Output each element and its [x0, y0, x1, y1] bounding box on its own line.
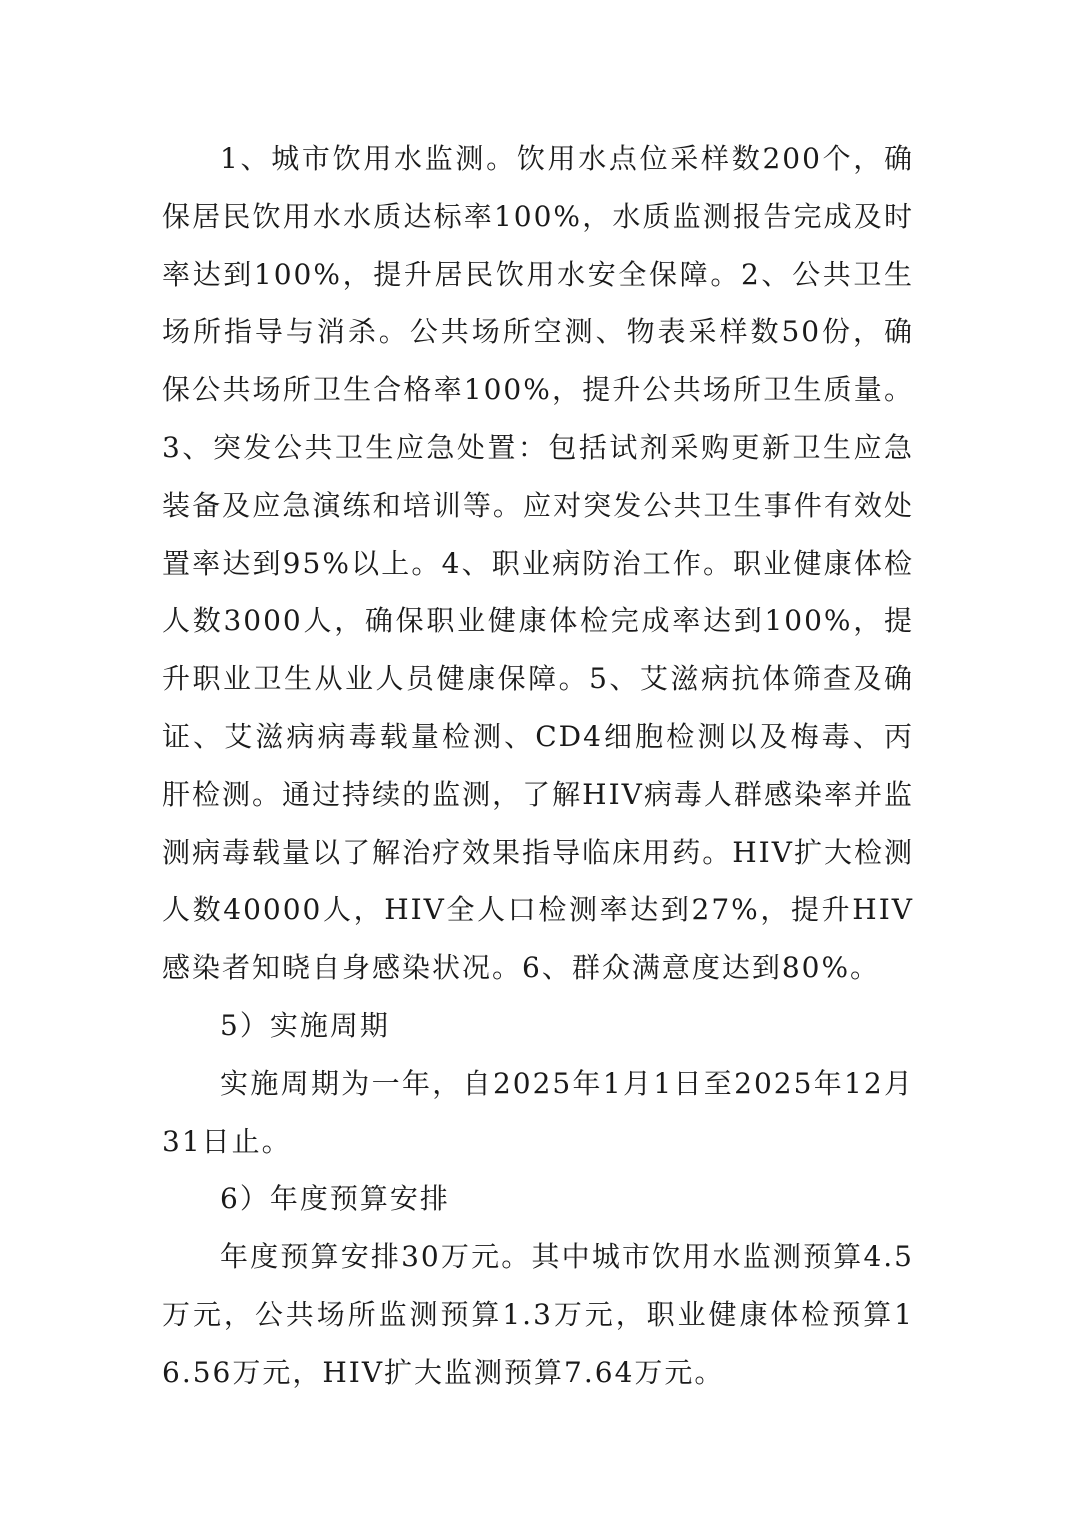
- section-heading-implementation-period: 5）实施周期: [220, 1008, 390, 1042]
- document-body: [162, 130, 914, 1402]
- paragraph-performance-targets: 1、城市饮用水监测。饮用水点位采样数200个，确保居民饮用水水质达标率100%，水质监测报告完成及时率达到100%，提升居民饮用水安全保障。2、公共卫生场所指导与消杀。公共场所空测、物表采样数50份，确保公共场所卫生合格率100%，提升公共场所卫生质量。3、突发公共卫生应急处置：包括试剂采购更新卫生应急装备及应急演练和培训等。应对突发公共卫生事件有效处置率达到95%以上。4、职业病防治工作。职业健康体检人数3000人，确保职业健康体检完成率达到100%，提升职业卫生从业人员健康保障。5、艾滋病抗体筛查及确证、艾滋病病毒载量检测、CD4细胞检测以及梅毒、丙肝检测。通过持续的监测，了解HIV病毒人群感染率并监测病毒载量以了解治疗效果指导临床用药。HIV扩大检测人数40000人，HIV全人口检测率达到27%，提升HIV感染者知晓自身感染状况。6、群众满意度达到80%。: [162, 142, 914, 985]
- section-heading-annual-budget: 6）年度预算安排: [220, 1182, 450, 1216]
- paragraph-annual-budget: 年度预算安排30万元。其中城市饮用水监测预算4.5万元，公共场所监测预算1.3万元，职业健康体检预算16.56万元，HIV扩大监测预算7.64万元。: [162, 1240, 914, 1389]
- paragraph-implementation-period: 实施周期为一年，自2025年1月1日至2025年12月31日止。: [162, 1066, 914, 1158]
